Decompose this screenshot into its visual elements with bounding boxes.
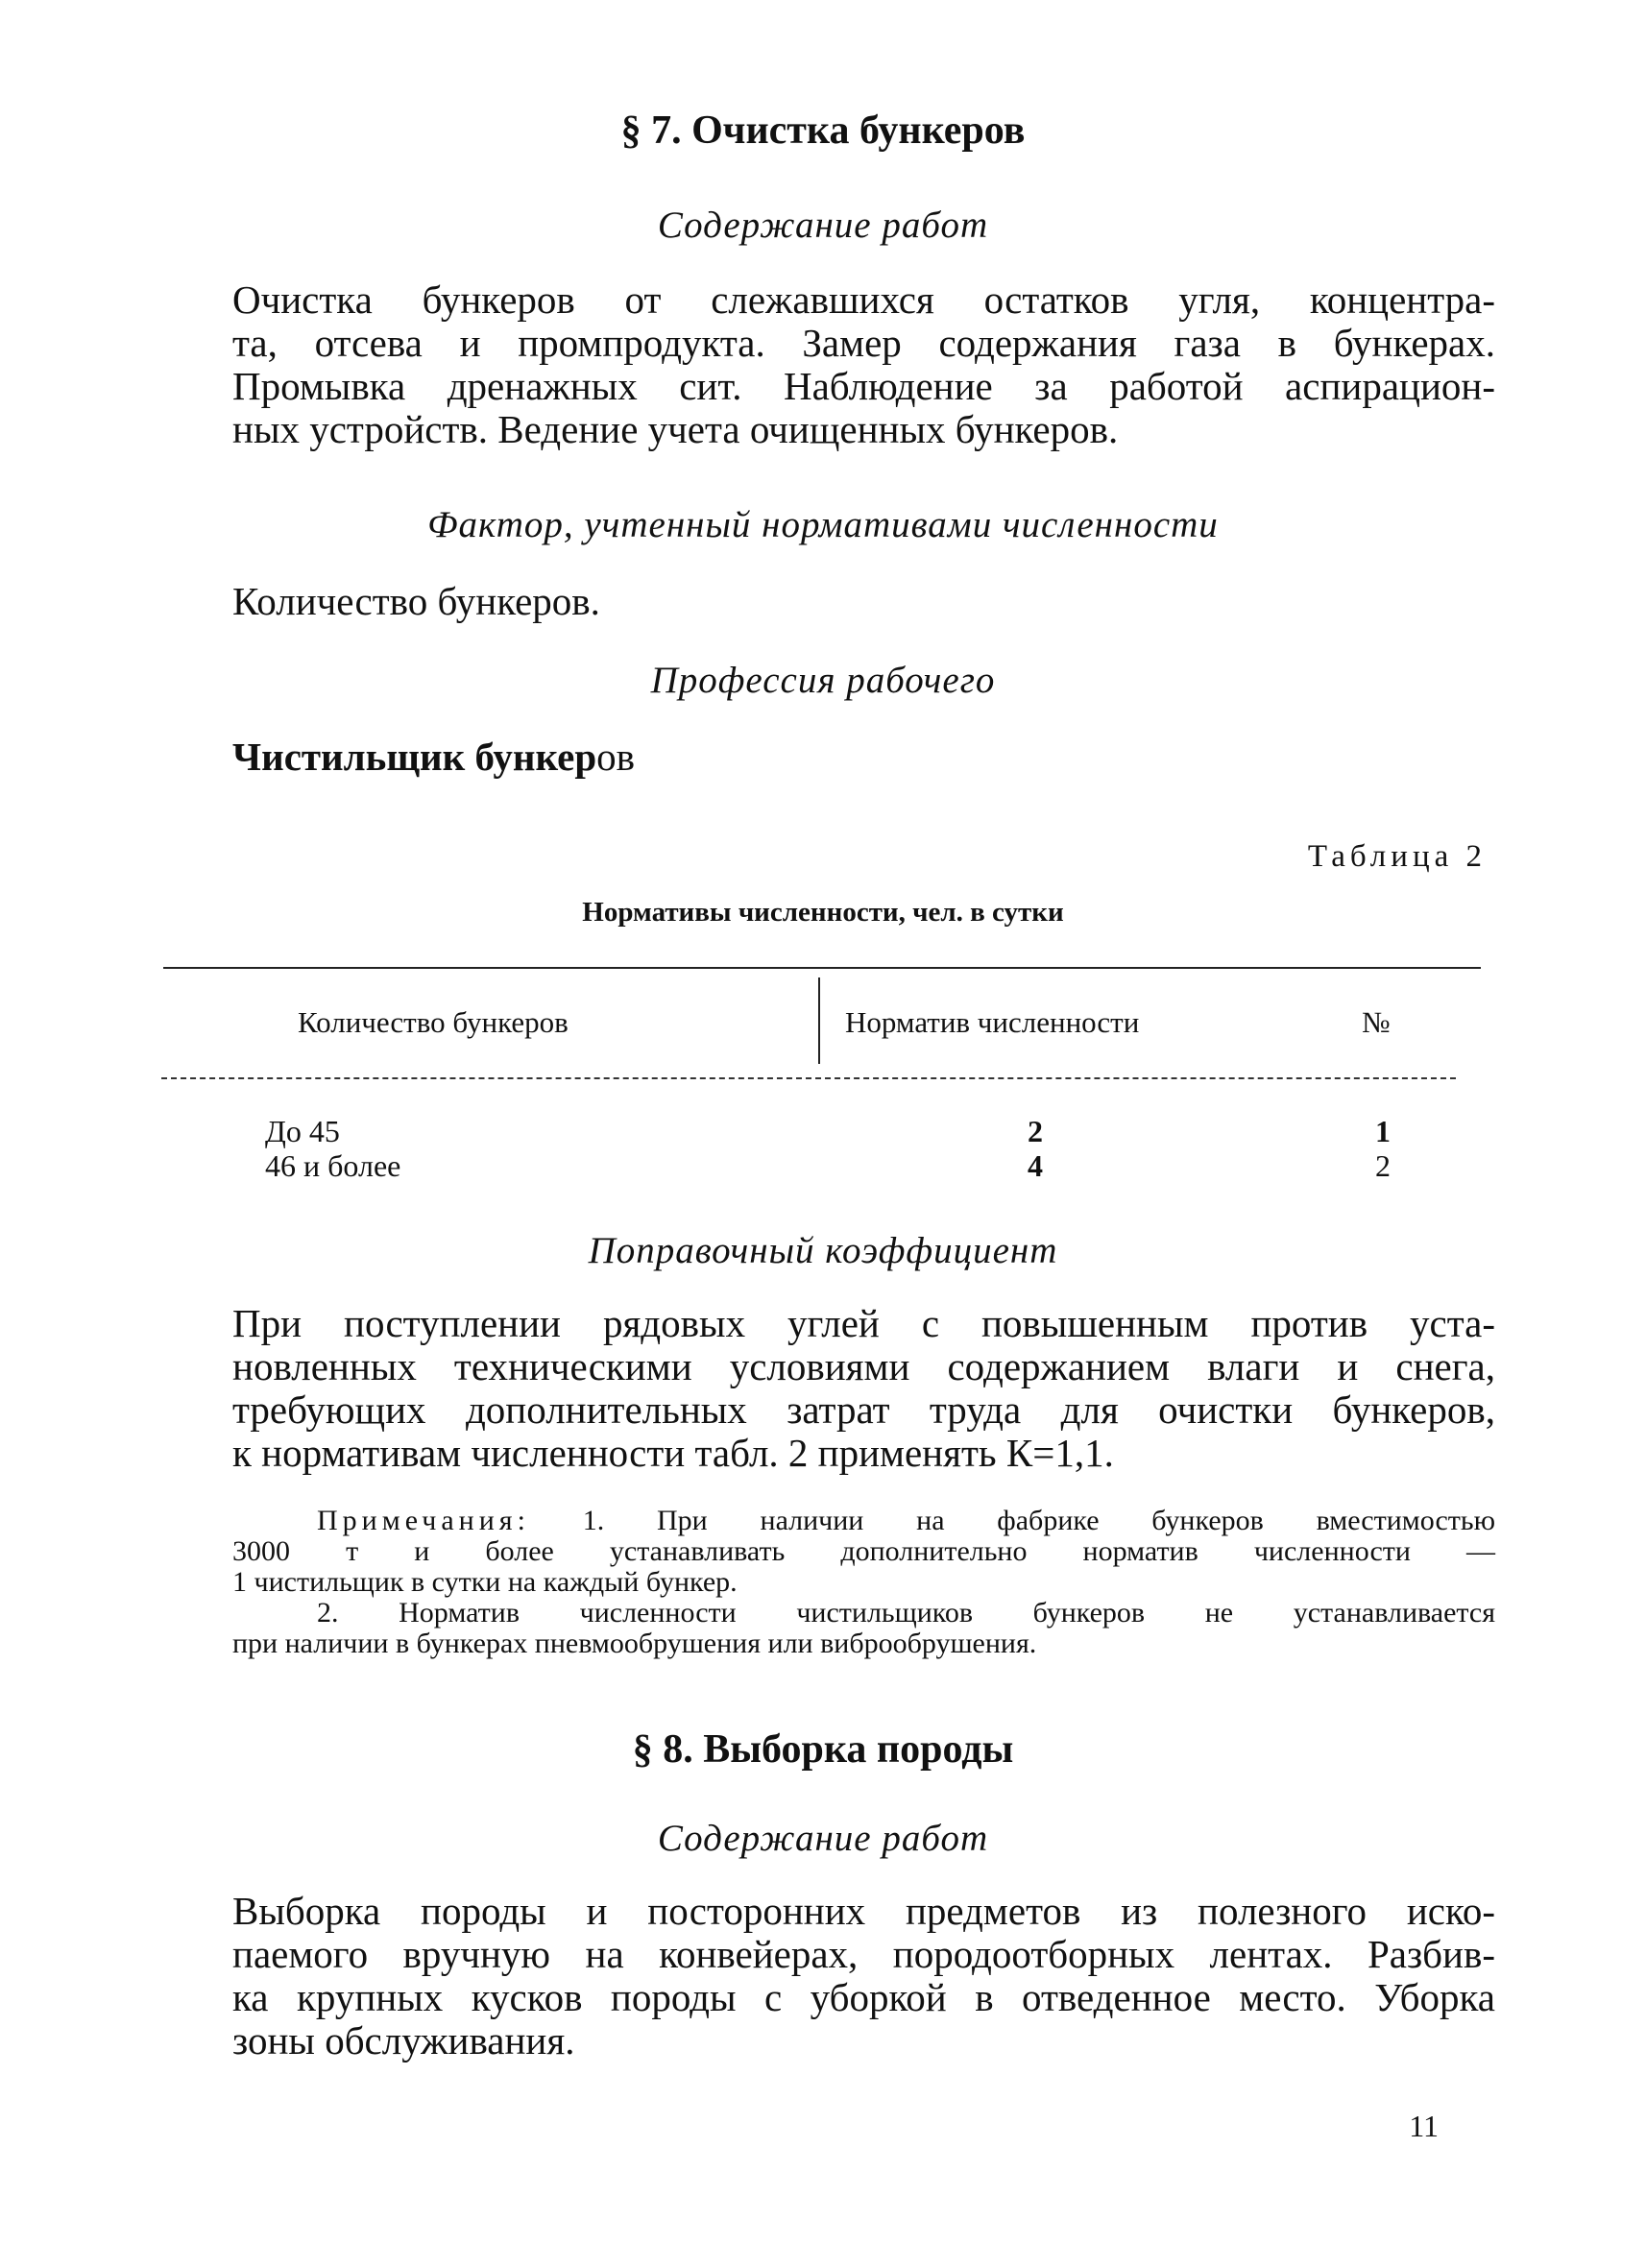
paragraph-line: ка крупных кусков породы с уборкой в отведенное место. Уборка xyxy=(232,1975,1495,2019)
paragraph-line: новленных техническими условиями содержанием влаги и снега, xyxy=(232,1344,1495,1388)
paragraph-line: Очистка бункеров от слежавшихся остатков угля, концентра- xyxy=(232,277,1495,322)
coefficient-heading: Поправочный коэффициент xyxy=(588,1230,1058,1271)
page-number: 11 xyxy=(1409,2109,1439,2143)
section-7-work-paragraph xyxy=(232,278,1495,451)
paragraph-line: Выборка породы и посторонних предметов из полезного иско- xyxy=(232,1889,1495,1933)
section-8-title: § 8. Выборка породы xyxy=(632,1727,1014,1772)
coefficient-paragraph xyxy=(232,1302,1495,1475)
paragraph-line: зоны обслуживания. xyxy=(232,2018,575,2063)
section-7-profession xyxy=(232,734,635,780)
notes-text: 1. При наличии на фабрике бункеров вместимостью xyxy=(582,1505,1496,1536)
table-header-number: № xyxy=(1362,1005,1391,1039)
notes-label: Примечания: xyxy=(317,1505,530,1536)
notes-line: 2. Норматив численности чистильщиков бункеров не устанавливается xyxy=(317,1597,1495,1629)
table-top-rule xyxy=(163,967,1481,969)
section-8-work-paragraph xyxy=(232,1890,1495,2063)
table-cell-quantity: 46 и более xyxy=(265,1148,401,1183)
table-label: Таблица 2 xyxy=(1307,839,1487,874)
table-column-divider xyxy=(818,977,820,1064)
table-cell-number: 2 xyxy=(1375,1148,1391,1183)
table-cell-norm: 2 xyxy=(1028,1114,1043,1148)
table-cell-quantity: До 45 xyxy=(265,1114,340,1148)
table-cell-norm: 4 xyxy=(1028,1148,1043,1183)
profession-name: Чистильщик бункер xyxy=(232,735,597,779)
notes-line: 3000 т и более устанавливать дополнительно норматив численности — xyxy=(232,1535,1495,1567)
paragraph-line: При поступлении рядовых углей с повышенным против уста- xyxy=(232,1301,1495,1345)
section-8-work-heading: Содержание работ xyxy=(657,1818,989,1859)
table-cell-number: 1 xyxy=(1375,1114,1391,1148)
table-header-norm: Норматив численности xyxy=(845,1005,1140,1039)
profession-name-suffix: ов xyxy=(596,735,635,779)
notes-line xyxy=(232,1506,1495,1536)
section-7-work-heading: Содержание работ xyxy=(657,205,989,246)
paragraph-line: к нормативам численности табл. 2 применять К=1,1. xyxy=(232,1431,1114,1475)
notes-line: при наличии в бункерах пневмообрушения или виброобрушения. xyxy=(232,1628,1037,1659)
table-header-quantity: Количество бункеров xyxy=(298,1005,569,1039)
table-header-rule xyxy=(161,1077,1456,1079)
paragraph-line: ных устройств. Ведение учета очищенных бункеров. xyxy=(232,407,1119,451)
paragraph-line: та, отсева и промпродукта. Замер содержания газа в бункерах. xyxy=(232,321,1495,365)
section-7-factor-text: Количество бункеров. xyxy=(232,579,600,623)
paragraph-line: паемого вручную на конвейерах, породоотборных лентах. Разбив- xyxy=(232,1932,1495,1976)
section-7-title: § 7. Очистка бункеров xyxy=(620,109,1026,153)
section-7-profession-heading: Профессия рабочего xyxy=(650,660,996,701)
paragraph-line: требующих дополнительных затрат труда для очистки бункеров, xyxy=(232,1387,1495,1432)
notes-line: 1 чистильщик в сутки на каждый бункер. xyxy=(232,1566,738,1598)
notes-block xyxy=(232,1506,1495,1659)
paragraph-line: Промывка дренажных сит. Наблюдение за работой аспирацион- xyxy=(232,364,1495,408)
table-caption: Нормативы численности, чел. в сутки xyxy=(582,897,1064,928)
section-7-factor-heading: Фактор, учтенный нормативами численности xyxy=(427,504,1219,545)
